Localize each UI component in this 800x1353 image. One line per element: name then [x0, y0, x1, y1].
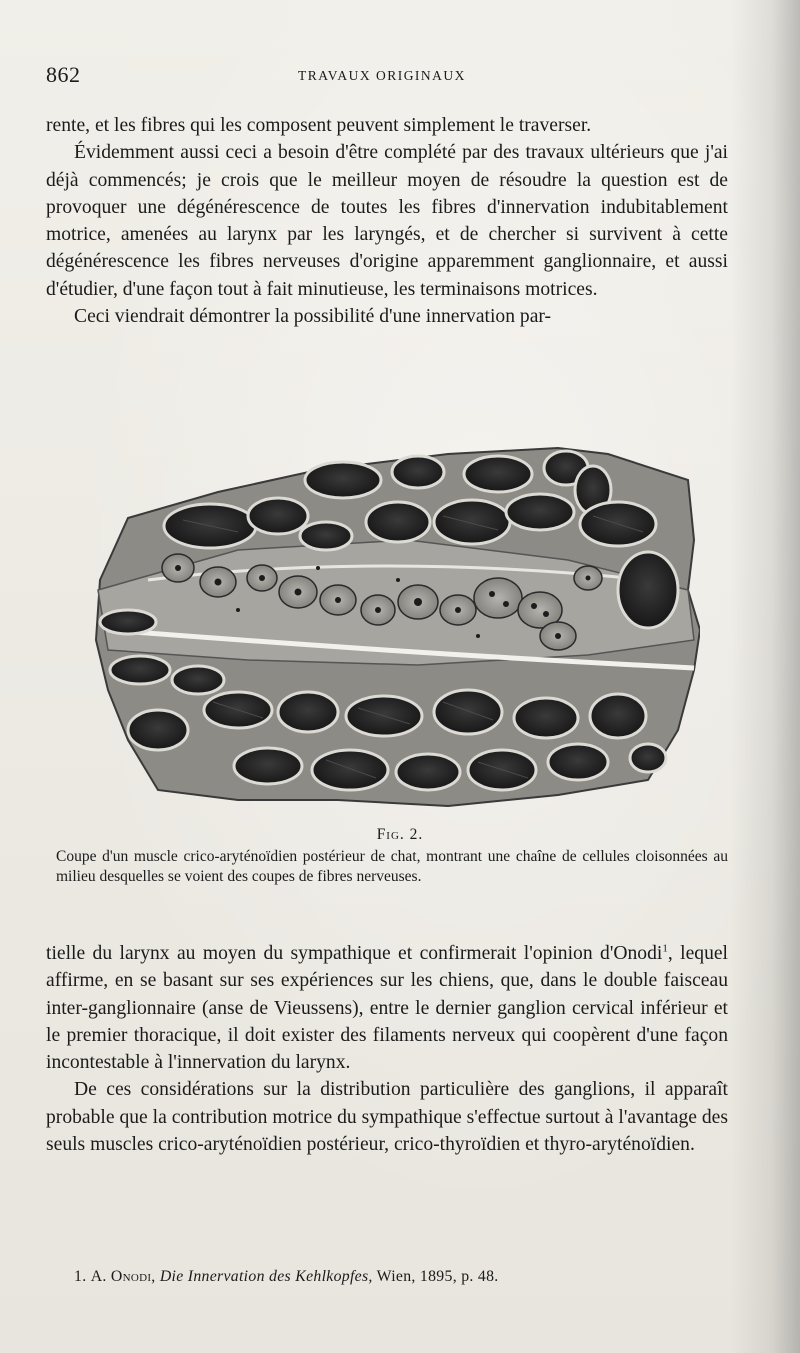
paragraph: Ceci viendrait démontrer la possibilité d'une innervation par-: [74, 306, 552, 328]
histology-figure: [88, 440, 700, 818]
footnote-reference[interactable]: 1: [662, 942, 668, 955]
running-head: [46, 62, 718, 90]
paragraph-continuation: rente, et les fibres qui les composent peuvent simplement le traverser.: [46, 115, 592, 136]
histology-section-illustration: [88, 440, 700, 818]
paragraph: De ces considérations sur la distribution particulière des ganglions, il apparaît probable que la contribution motrice du sympathique s'effectue surtout à l'avantage des seuls muscles crico-aryténoïdien postérieur, crico-thyroïdien et thyro-aryténoïdien.: [46, 1079, 728, 1156]
body-text-bottom: [46, 940, 728, 1158]
figure-label: Fig. 2.: [376, 826, 424, 843]
footnote-author: A. Onodi,: [90, 1268, 156, 1285]
paragraph-text-after-note: , lequel affirme, en se basant sur ses expériences sur les chiens, que, dans le double faisceau inter-ganglionnaire (anse de Vieussens), entre le dernier ganglion cervical inférieur et le premier thoracique, il doit exister des filaments nerveux qui coopèrent d'une façon incontestable à l'innervation du larynx.: [46, 943, 729, 1074]
figure-caption: Coupe d'un muscle crico-aryténoïdien postérieur de chat, montrant une chaîne de cellules cloisonnées au milieu desquelles se voient des coupes de fibres nerveuses.: [56, 848, 728, 885]
paragraph-text-before-note: tielle du larynx au moyen du sympathique et confirmerait l'opinion d'Onodi: [46, 943, 663, 964]
body-text-top: [46, 112, 728, 330]
paragraph: [46, 940, 728, 1076]
running-title: TRAVAUX ORIGINAUX: [298, 68, 466, 83]
page-edge-shadow: [730, 0, 800, 1353]
footnote: [74, 1268, 734, 1286]
page-number: 862: [46, 62, 81, 87]
footnote-details: Wien, 1895, p. 48.: [376, 1268, 499, 1285]
footnote-number: 1.: [74, 1268, 87, 1285]
footnote-title: Die Innervation des Kehlkopfes,: [159, 1268, 373, 1285]
paragraph: Évidemment aussi ceci a besoin d'être complété par des travaux ultérieurs que j'ai déjà commencés; je crois que le meilleur moyen de résoudre la question est de provoquer une dégénérescence de toutes les fibres d'innervation indubitablement motrice, amenées au larynx par les laryngés, et de chercher si survivent à cette dégénérescence les fibres nerveuses d'origine apparemment ganglionnaire, et aussi d'étudier, d'une façon tout à fait minutieuse, les terminaisons motrices.: [46, 142, 728, 300]
